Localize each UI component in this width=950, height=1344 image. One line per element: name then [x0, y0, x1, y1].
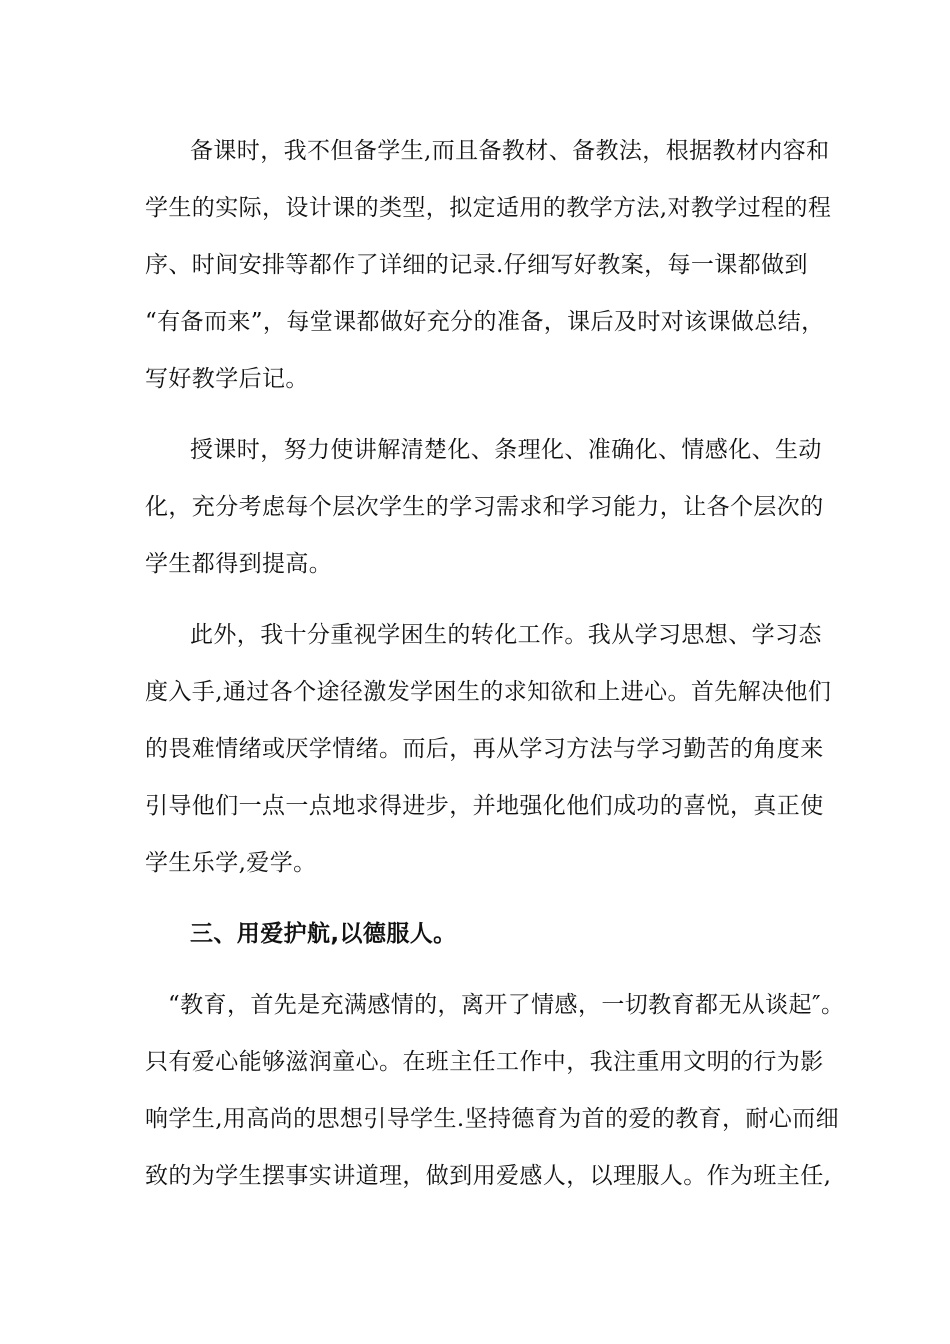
paragraph-1-line-5: 写好教学后记。 — [145, 366, 309, 392]
final-paragraph-line-4: 致的为学生摆事实讲道理，做到用爱感人，以理服人。作为班主任, — [145, 1163, 832, 1189]
section-heading: 三、用爱护航,以德服人。 — [190, 921, 457, 947]
paragraph-3-line-5: 学生乐学,爱学。 — [145, 850, 317, 876]
paragraph-1-line-3: 序、时间安排等都作了详细的记录.仔细写好教案，每一课都做到 — [145, 252, 808, 278]
paragraph-3-line-1: 此外，我十分重视学困生的转化工作。我从学习思想、学习态 — [190, 622, 822, 648]
final-paragraph-line-3: 响学生,用高尚的思想引导学生.坚持德育为首的爱的教育，耐心而细 — [145, 1106, 840, 1132]
final-paragraph-line-2: 只有爱心能够滋润童心。在班主任工作中，我注重用文明的行为影 — [145, 1049, 824, 1075]
paragraph-3-line-2: 度入手,通过各个途径激发学困生的求知欲和上进心。首先解决他们 — [145, 679, 832, 705]
paragraph-1-line-2: 学生的实际，设计课的类型，拟定适用的教学方法,对教学过程的程 — [145, 195, 832, 221]
paragraph-2-line-1: 授课时，努力使讲解清楚化、条理化、准确化、情感化、生动 — [190, 437, 822, 463]
paragraph-1-line-4: “有备而来”，每堂课都做好充分的准备，课后及时对该课做总结， — [145, 309, 825, 335]
paragraph-3-line-3: 的畏难情绪或厌学情绪。而后，再从学习方法与学习勤苦的角度来 — [145, 736, 824, 762]
paragraph-2-line-3: 学生都得到提高。 — [145, 551, 333, 577]
paragraph-2-line-2: 化，充分考虑每个层次学生的学习需求和学习能力，让各个层次的 — [145, 494, 824, 520]
final-paragraph-line-1: “教育，首先是充满感情的，离开了情感，一切教育都无从谈起″。 — [168, 992, 845, 1018]
paragraph-1-line-1: 备课时，我不但备学生,而且备教材、备教法，根据教材内容和 — [190, 138, 830, 164]
paragraph-3-line-4: 引导他们一点一点地求得进步，并地强化他们成功的喜悦，真正使 — [145, 793, 824, 819]
